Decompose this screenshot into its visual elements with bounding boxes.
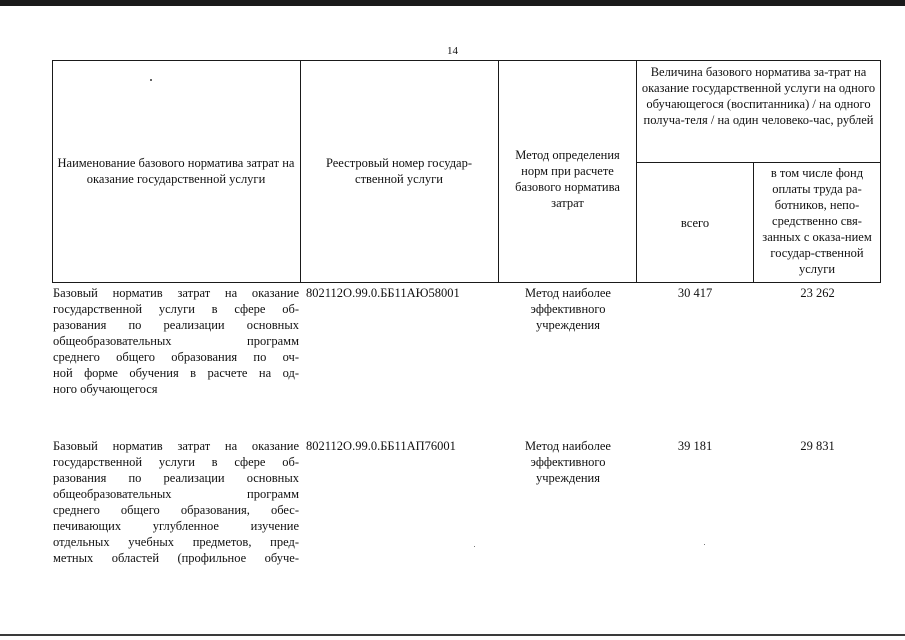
row-name-line: общеобразовательных программ	[53, 334, 299, 348]
header-total: всего	[680, 216, 710, 230]
row-fund: 29 831	[800, 439, 835, 453]
row-registry-code: 802112О.99.0.ББ11АЮ58001	[306, 286, 460, 300]
row-name-line: государственной услуги в сфере об-	[53, 455, 299, 469]
header-method: Метод определения норм при расчете базового норматива затрат	[515, 148, 620, 210]
header-fund: в том числе фонд оплаты труда ра-ботников, непо-средственно свя-занных с оказа-нием государ-ственной услуги	[762, 166, 872, 276]
row-name-line: Базовый норматив затрат на оказание	[53, 286, 299, 300]
row-total: 30 417	[677, 286, 713, 300]
row-method: Метод наиболее эффективного учреждения	[525, 286, 611, 332]
row-total: 39 181	[677, 439, 713, 453]
header-name: Наименование базового норматива затрат на оказание государственной услуги	[57, 156, 295, 186]
row-name-line: разования по реализации основных	[53, 318, 299, 332]
bottom-scan-border	[0, 634, 905, 636]
row-name	[53, 285, 299, 397]
header-value-group: Величина базового норматива за-трат на оказание государственной услуги на одного обучающегося (воспитанника) / на одного получа-теля / на один человеко-час, рублей	[641, 65, 876, 127]
row-name-line: ной форме обучения в расчете на од-	[53, 366, 299, 380]
row-name-line: Базовый норматив затрат на оказание	[53, 439, 299, 453]
scan-speck	[474, 546, 475, 547]
page-number: 14	[447, 45, 458, 57]
header-registry-number: Реестровый номер государ-ственной услуги	[325, 156, 473, 186]
row-registry-code: 802112О.99.0.ББ11АП76001	[306, 439, 456, 453]
row-name	[53, 438, 299, 566]
row-name-line: государственной услуги в сфере об-	[53, 302, 299, 316]
row-name-line: метных областей (профильное обуче-	[53, 551, 299, 565]
row-name-line: ного обучающегося	[53, 382, 158, 396]
row-fund: 23 262	[800, 286, 835, 300]
row-name-line: печивающих углубленное изучение	[53, 519, 299, 533]
row-name-line: среднего общего образования, обес-	[53, 503, 299, 517]
row-method: Метод наиболее эффективного учреждения	[525, 439, 611, 485]
row-name-line: общеобразовательных программ	[53, 487, 299, 501]
top-scan-border	[0, 0, 905, 6]
row-name-line: среднего общего образования по оч-	[53, 350, 299, 364]
scan-speck	[704, 544, 705, 545]
row-name-line: разования по реализации основных	[53, 471, 299, 485]
scan-speck	[150, 79, 152, 81]
row-name-line: отдельных учебных предметов, пред-	[53, 535, 299, 549]
